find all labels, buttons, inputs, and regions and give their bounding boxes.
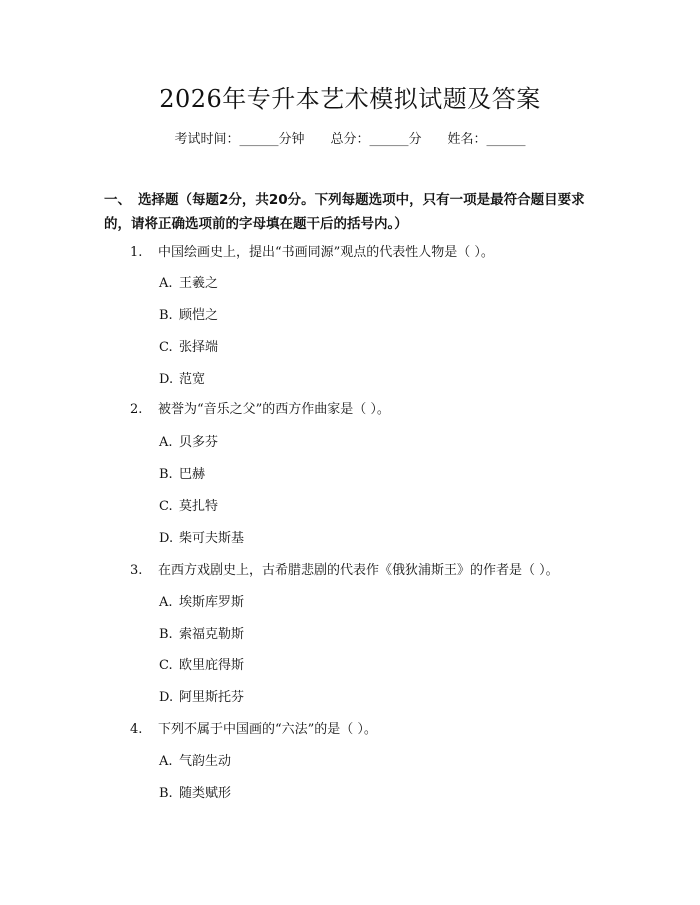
- option-text: 柴可夫斯基: [179, 531, 245, 546]
- option-letter: A.: [159, 595, 173, 610]
- option-text: 顾恺之: [179, 308, 219, 323]
- option-letter: C.: [159, 340, 173, 355]
- section-number: 一、: [104, 192, 131, 208]
- option-letter: A.: [159, 435, 173, 450]
- option-letter: A.: [159, 276, 173, 291]
- option-2-b: [159, 465, 205, 485]
- option-letter: D.: [159, 690, 174, 705]
- document-title: 2026年专升本艺术模拟试题及答案: [159, 85, 541, 113]
- option-text: 气韵生动: [179, 754, 232, 769]
- question-1: [130, 243, 494, 263]
- option-letter: B.: [159, 467, 173, 482]
- option-text: 欧里庇得斯: [179, 658, 245, 673]
- option-4-b: [159, 784, 231, 804]
- option-text: 阿里斯托芬: [179, 690, 245, 705]
- option-text: 王羲之: [179, 276, 219, 291]
- option-text: 莫扎特: [179, 499, 219, 514]
- total-score-field: 总分：______分: [330, 132, 422, 147]
- option-letter: D.: [159, 372, 174, 387]
- option-3-c: [159, 656, 244, 676]
- option-3-a: [159, 593, 244, 613]
- option-1-d: [159, 370, 205, 390]
- question-number: 2.: [130, 402, 143, 417]
- option-3-b: [159, 625, 244, 645]
- student-name-field: 姓名：______: [447, 132, 526, 147]
- question-number: 3.: [130, 563, 143, 578]
- option-2-a: [159, 433, 218, 453]
- option-letter: A.: [159, 754, 173, 769]
- question-number: 1.: [130, 245, 143, 260]
- option-letter: B.: [159, 786, 173, 801]
- option-3-d: [159, 688, 244, 708]
- exam-time-field: 考试时间：______分钟: [174, 132, 305, 147]
- question-text: 在西方戏剧史上，古希腊悲剧的代表作《俄狄浦斯王》的作者是（ ）。: [158, 563, 559, 578]
- option-4-a: [159, 752, 231, 772]
- option-letter: B.: [159, 308, 173, 323]
- option-text: 巴赫: [179, 467, 206, 482]
- question-number: 4.: [130, 722, 143, 737]
- option-letter: D.: [159, 531, 174, 546]
- option-1-c: [159, 338, 218, 358]
- option-text: 范宽: [179, 372, 206, 387]
- option-text: 索福克勒斯: [179, 627, 245, 642]
- section-instructions: 选择题（每题2分，共20分。下列每题选项中，只有一项是最符合题目要求的，请将正确选项前的字母填在题干后的括号内。）: [104, 192, 585, 232]
- option-1-b: [159, 306, 218, 326]
- option-2-d: [159, 529, 244, 549]
- question-2: [130, 400, 390, 420]
- option-text: 张择端: [179, 340, 219, 355]
- option-1-a: [159, 274, 218, 294]
- question-4: [130, 720, 377, 740]
- section-heading: [104, 188, 600, 236]
- question-text: 被誉为“音乐之父”的西方作曲家是（ ）。: [158, 402, 390, 417]
- option-letter: B.: [159, 627, 173, 642]
- option-text: 随类赋形: [179, 786, 232, 801]
- option-text: 贝多芬: [179, 435, 219, 450]
- question-text: 下列不属于中国画的“六法”的是（ ）。: [158, 722, 377, 737]
- option-letter: C.: [159, 499, 173, 514]
- option-letter: C.: [159, 658, 173, 673]
- question-3: [130, 561, 559, 581]
- option-text: 埃斯库罗斯: [179, 595, 245, 610]
- option-2-c: [159, 497, 218, 517]
- question-text: 中国绘画史上，提出“书画同源”观点的代表性人物是（ ）。: [158, 245, 494, 260]
- exam-meta-line: [0, 130, 700, 150]
